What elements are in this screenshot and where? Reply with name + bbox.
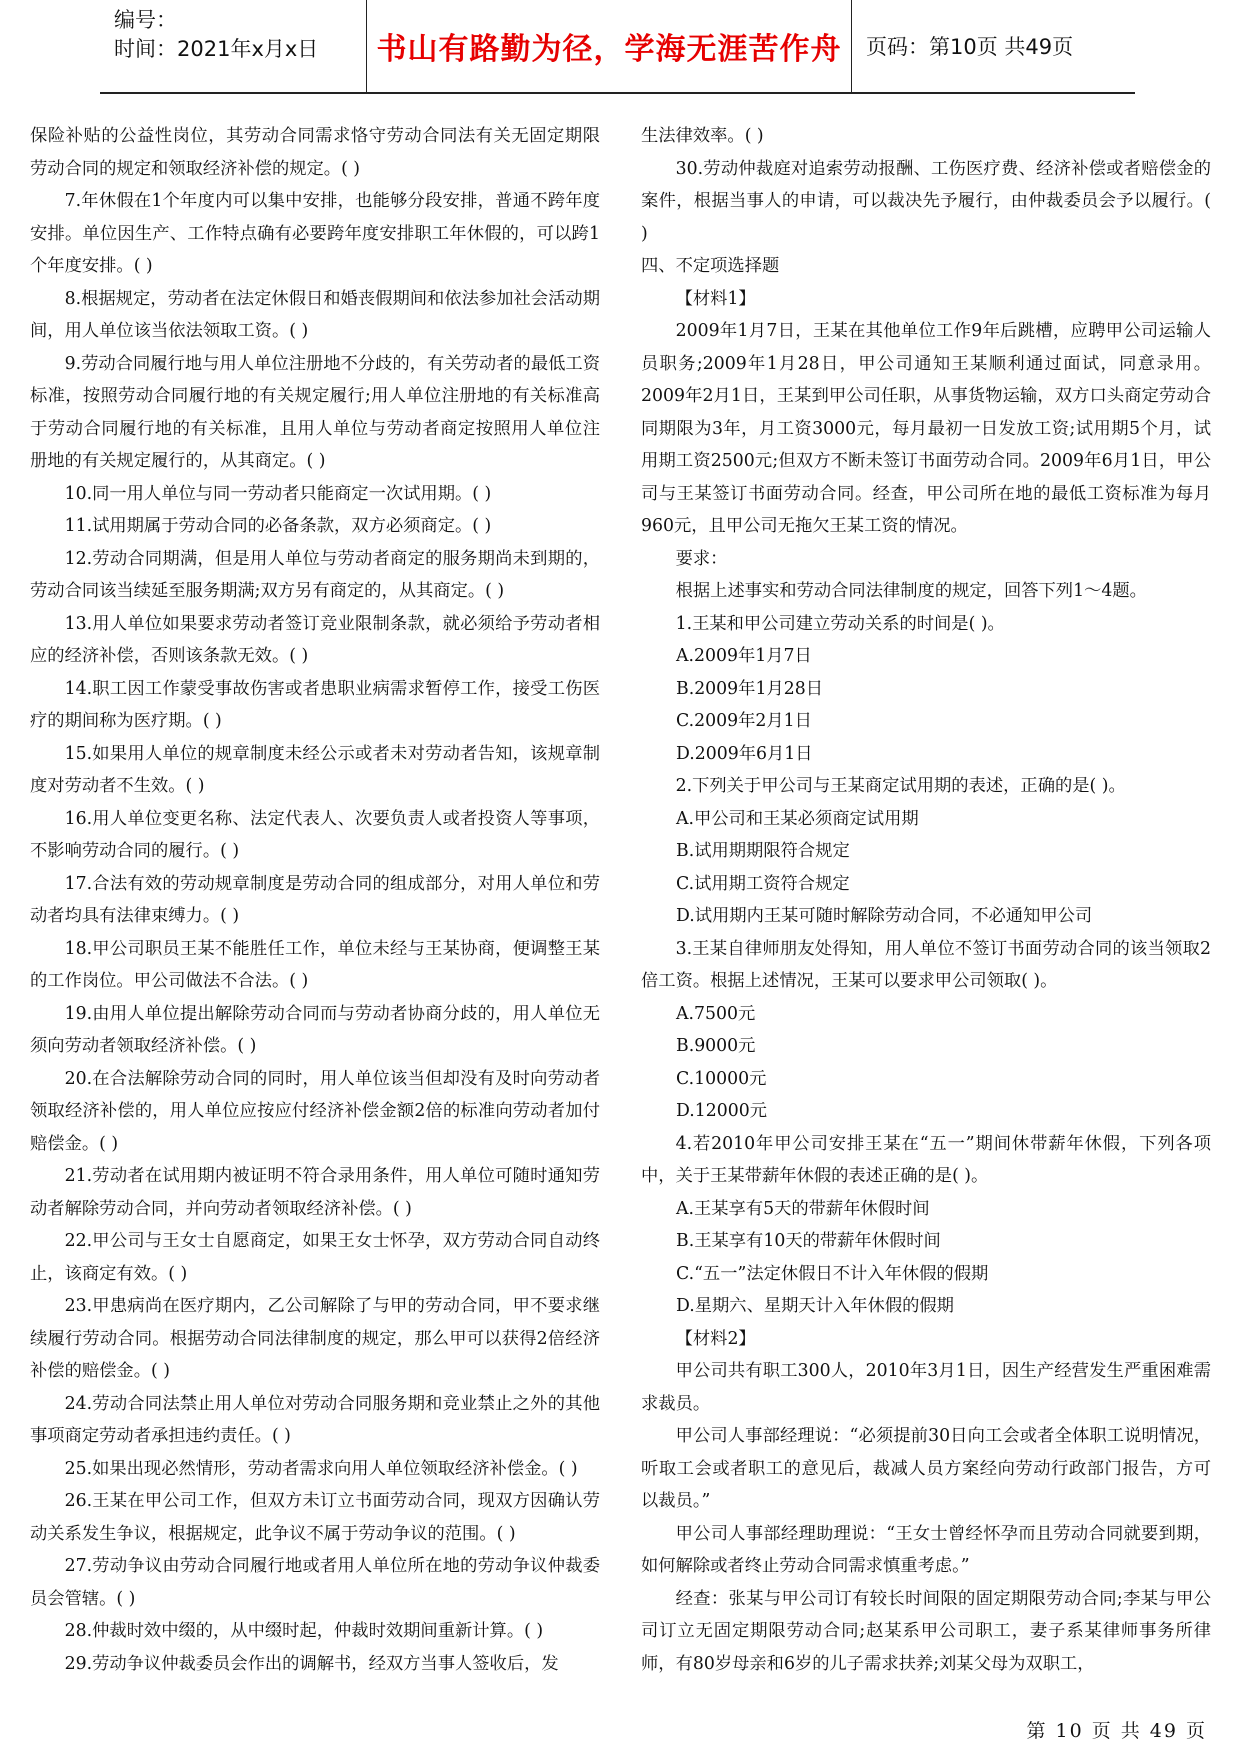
- paragraph: 27.劳动争议由劳动合同履行地或者用人单位所在地的劳动争议仲裁委员会管辖。( ): [30, 1556, 600, 1609]
- paragraph: 24.劳动合同法禁止用人单位对劳动合同服务期和竞业禁止之外的其他事项商定劳动者承担违约责任。( ): [30, 1393, 600, 1446]
- paragraph: 生法律效率。( ): [641, 126, 764, 146]
- paragraph: 1.王某和甲公司建立劳动关系的时间是( )。: [675, 613, 1005, 634]
- paragraph: 12.劳动合同期满，但是用人单位与劳动者商定的服务期尚未到期的，劳动合同该当续延至服务期满;双方另有商定的，从其商定。( ): [30, 548, 600, 601]
- header-motto: 书山有路勤为径，学海无涯苦作舟: [366, 0, 852, 92]
- paragraph: C.试用期工资符合规定: [676, 873, 850, 894]
- paragraph: 根据上述事实和劳动合同法律制度的规定，回答下列1～4题。: [675, 581, 1147, 601]
- paragraph: 15.如果用人单位的规章制度未经公示或者未对劳动者告知，该规章制度对劳动者不生效。( ): [30, 743, 600, 796]
- paragraph: 2009年1月7日，王某在其他单位工作9年后跳槽，应聘甲公司运输人员职务;2009年1月28日，甲公司通知王某顺利通过面试，同意录用。2009年2月1日，王某到甲公司任职，从事货物运输，双方口头商定劳动合同期限为3年，月工资3000元，每月最初一日发放工资;试用期5个月，试用期工资2500元;但双方不断未签订书面劳动合同。2009年6月1日，甲公司与王某签订书面劳动合同。经查，甲公司所在地的最低工资标准为每月960元，且甲公司无拖欠王某工资的情况。: [641, 321, 1211, 536]
- paragraph: 11.试用期属于劳动合同的必备条款，双方必须商定。( ): [64, 516, 492, 536]
- paragraph: 22.甲公司与王女士自愿商定，如果王女士怀孕，双方劳动合同自动终止，该商定有效。( ): [30, 1231, 600, 1284]
- paragraph: 9.劳动合同履行地与用人单位注册地不分歧的，有关劳动者的最低工资标准，按照劳动合同履行地的有关规定履行;用人单位注册地的有关标准高于劳动合同履行地的有关标准，且用人单位与劳动者商定按照用人单位注册地的有关规定履行的，从其商定。( ): [30, 353, 600, 471]
- paragraph: 要求：: [675, 548, 728, 569]
- paragraph: 29.劳动争议仲裁委员会作出的调解书，经双方当事人签收后，发: [64, 1653, 559, 1674]
- paragraph: 21.劳动者在试用期内被证明不符合录用条件，用人单位可随时通知劳动者解除劳动合同，并向劳动者领取经济补偿。( ): [30, 1166, 600, 1219]
- paragraph: 26.王某在甲公司工作，但双方未订立书面劳动合同，现双方因确认劳动关系发生争议，根据规定，此争议不属于劳动争议的范围。( ): [30, 1491, 600, 1544]
- paragraph: A.7500元: [676, 1003, 756, 1024]
- paragraph: A.王某享有5天的带薪年休假时间: [676, 1198, 930, 1219]
- paragraph: 16.用人单位变更名称、法定代表人、次要负责人或者投资人等事项，不影响劳动合同的履行。( ): [30, 808, 600, 861]
- paragraph: 30.劳动仲裁庭对追索劳动报酬、工伤医疗费、经济补偿或者赔偿金的案件，根据当事人的申请，可以裁决先予履行，由仲裁委员会予以履行。( ): [641, 158, 1211, 244]
- paragraph: 保险补贴的公益性岗位，其劳动合同需求恪守劳动合同法有关无固定期限劳动合同的规定和领取经济补偿的规定。( ): [30, 126, 600, 179]
- paragraph: C.10000元: [676, 1068, 767, 1089]
- paragraph: 18.甲公司职员王某不能胜任工作，单位未经与王某协商，便调整王某的工作岗位。甲公司做法不合法。( ): [30, 938, 600, 991]
- paragraph: 8.根据规定，劳动者在法定休假日和婚丧假期间和依法参加社会活动期间，用人单位该当依法领取工资。( ): [30, 288, 600, 341]
- paragraph: 四、不定项选择题: [641, 256, 780, 276]
- paragraph: B.2009年1月28日: [676, 678, 824, 699]
- paragraph: 19.由用人单位提出解除劳动合同而与劳动者协商分歧的，用人单位无须向劳动者领取经济补偿。( ): [30, 1003, 600, 1056]
- document-time-label: 时间：2021年x月x日: [114, 37, 319, 61]
- document-number-label: 编号：: [114, 8, 177, 32]
- paragraph: 10.同一用人单位与同一劳动者只能商定一次试用期。( ): [64, 483, 492, 504]
- paragraph: D.星期六、星期天计入年休假的假期: [676, 1296, 954, 1316]
- paragraph: 4.若2010年甲公司安排王某在“五一”期间休带薪年休假，下列各项中，关于王某带薪年休假的表述正确的是( )。: [641, 1133, 1211, 1186]
- paragraph: B.9000元: [676, 1036, 756, 1056]
- paragraph: 经查：张某与甲公司订有较长时间限的固定期限劳动合同;李某与甲公司订立无固定期限劳动合同;赵某系甲公司职工，妻子系某律师事务所律师，有80岁母亲和6岁的儿子需求扶养;刘某父母为双职工，: [641, 1588, 1211, 1674]
- paragraph: 甲公司共有职工300人，2010年3月1日，因生产经营发生严重困难需求裁员。: [641, 1361, 1211, 1414]
- right-text-column: [641, 120, 1211, 1680]
- paragraph: 14.职工因工作蒙受事故伤害或者患职业病需求暂停工作，接受工伤医疗的期间称为医疗期。( ): [30, 678, 600, 731]
- paragraph: 28.仲裁时效中缀的，从中缀时起，仲裁时效期间重新计算。( ): [64, 1621, 544, 1641]
- paragraph: B.王某享有10天的带薪年休假时间: [676, 1231, 941, 1251]
- paragraph: D.2009年6月1日: [676, 743, 813, 764]
- paragraph: 【材料1】: [675, 288, 756, 309]
- paragraph: B.试用期期限符合规定: [676, 841, 850, 861]
- page-footer: 第 10 页 共 49 页: [1026, 1720, 1207, 1742]
- paragraph: 甲公司人事部经理说：“必须提前30日向工会或者全体职工说明情况，听取工会或者职工的意见后，裁减人员方案经向劳动行政部门报告，方可以裁员。”: [641, 1426, 1211, 1511]
- page-header: [100, 0, 1135, 94]
- left-text-column: [30, 120, 600, 1680]
- paragraph: 【材料2】: [675, 1328, 756, 1349]
- paragraph: D.12000元: [676, 1101, 767, 1121]
- paragraph: 甲公司人事部经理助理说：“王女士曾经怀孕而且劳动合同就要到期，如何解除或者终止劳动合同需求慎重考虑。”: [641, 1523, 1211, 1576]
- paragraph: 7.年休假在1个年度内可以集中安排，也能够分段安排，普通不跨年度安排。单位因生产、工作特点确有必要跨年度安排职工年休假的，可以跨1个年度安排。( ): [30, 191, 600, 276]
- paragraph: A.2009年1月7日: [676, 646, 812, 666]
- header-page-number: 页码：第10页 共49页: [866, 35, 1074, 59]
- paragraph: C.“五一”法定休假日不计入年休假的假期: [676, 1263, 989, 1284]
- paragraph: A.甲公司和王某必须商定试用期: [676, 808, 919, 829]
- paragraph: 2.下列关于甲公司与王某商定试用期的表述，正确的是( )。: [675, 776, 1126, 796]
- paragraph: 17.合法有效的劳动规章制度是劳动合同的组成部分，对用人单位和劳动者均具有法律束缚力。( ): [30, 873, 600, 926]
- paragraph: 13.用人单位如果要求劳动者签订竞业限制条款，就必须给予劳动者相应的经济补偿，否则该条款无效。( ): [30, 613, 600, 666]
- header-meta: [100, 0, 366, 92]
- paragraph: 23.甲患病尚在医疗期内，乙公司解除了与甲的劳动合同，甲不要求继续履行劳动合同。根据劳动合同法律制度的规定，那么甲可以获得2倍经济补偿的赔偿金。( ): [30, 1296, 600, 1381]
- paragraph: C.2009年2月1日: [676, 711, 812, 731]
- paragraph: 25.如果出现必然情形，劳动者需求向用人单位领取经济补偿金。( ): [64, 1458, 578, 1479]
- paragraph: 3.王某自律师朋友处得知，用人单位不签订书面劳动合同的该当领取2倍工资。根据上述情况，王某可以要求甲公司领取( )。: [641, 938, 1211, 991]
- paragraph: D.试用期内王某可随时解除劳动合同，不必通知甲公司: [676, 906, 1093, 926]
- paragraph: 20.在合法解除劳动合同的同时，用人单位该当但却没有及时向劳动者领取经济补偿的，用人单位应按应付经济补偿金额2倍的标准向劳动者加付赔偿金。( ): [30, 1068, 600, 1154]
